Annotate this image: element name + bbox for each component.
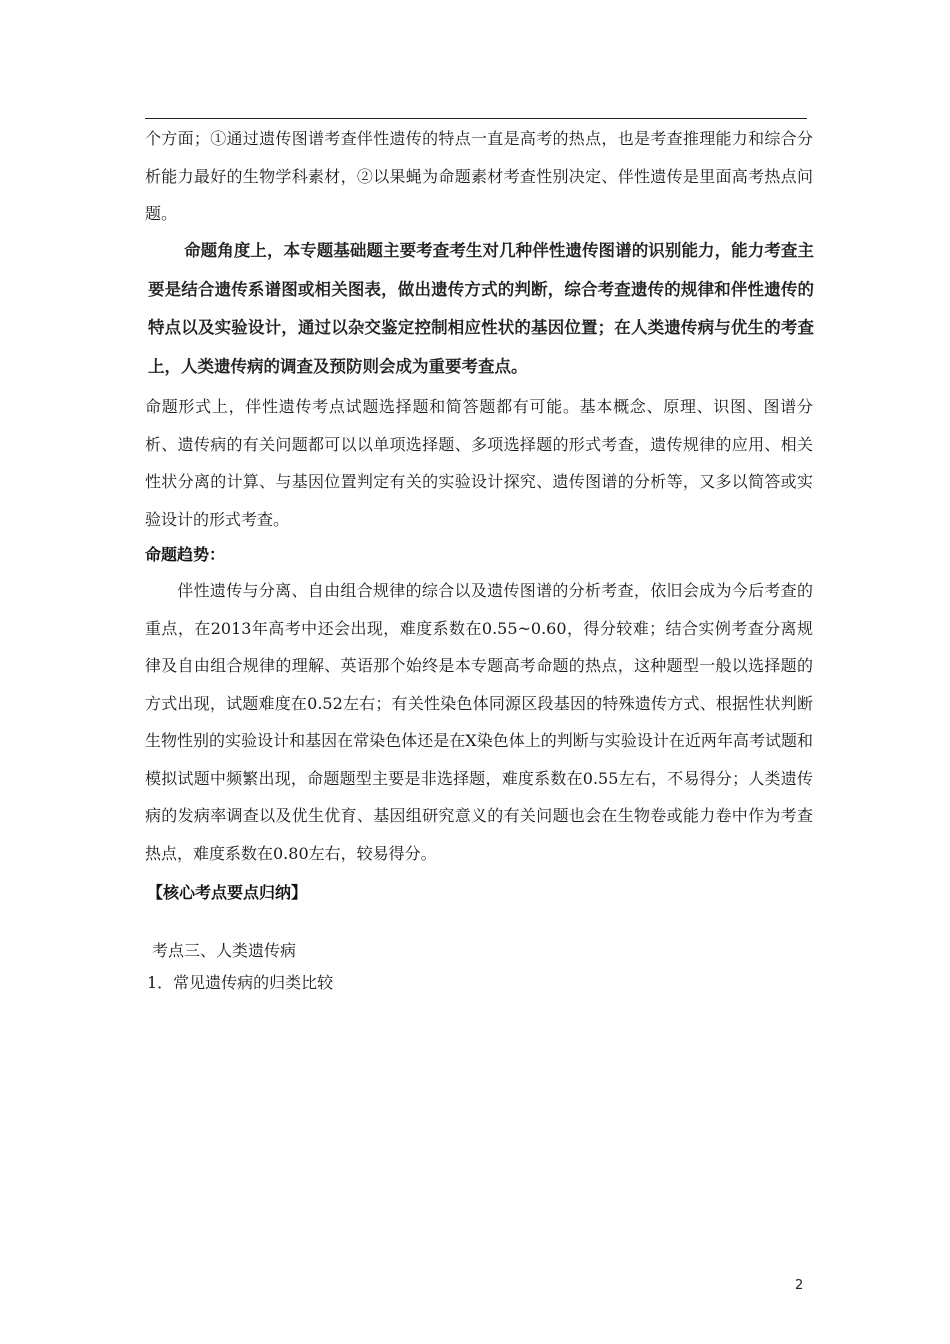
section-title: 考点三、人类遗传病 (152, 941, 297, 960)
header-rule (145, 118, 807, 119)
paragraph-question-angle-text: 命题角度上，本专题基础题主要考查考生对几种伴性遗传图谱的识别能力，能力考查主要是结合遗传系谱图或相关图表，做出遗传方式的判断，综合考查遗传的规律和伴性遗传的特点以及实验设计，通过以杂交鉴定控制相应性状的基因位置；在人类遗传病与优生的考查上，人类遗传病的调查及预防则会成为重要考查点。 (148, 241, 814, 376)
paragraph-trend-body (145, 572, 813, 872)
paragraph-question-form: 命题形式上，伴性遗传考点试题选择题和简答题都有可能。基本概念、原理、识图、图谱分析、遗传病的有关问题都可以以单项选择题、多项选择题的形式考查，遗传规律的应用、相关性状分离的计算、与基因位置判定有关的实验设计探究、遗传图谱的分析等，又多以简答或实验设计的形式考查。 (145, 397, 813, 529)
paragraph-question-angle (148, 232, 814, 386)
subsection-title: 1．常见遗传病的归类比较 (147, 973, 334, 992)
paragraph-exam-aspects: 个方面；①通过遗传图谱考查伴性遗传的特点一直是高考的热点，也是考查推理能力和综合分析能力最好的生物学科素材，②以果蝇为命题素材考查性别决定、伴性遗传是里面高考热点问题。 (145, 129, 813, 223)
heading-core-points: 【核心考点要点归纳】 (147, 883, 308, 902)
heading-question-trend: 命题趋势： (145, 545, 226, 564)
paragraph-trend-body-text: 伴性遗传与分离、自由组合规律的综合以及遗传图谱的分析考查，依旧会成为今后考查的重点，在2013年高考中还会出现，难度系数在0.55~0.60，得分较难；结合实例考查分离规律及自由组合规律的理解、英语那个始终是本专题高考命题的热点，这种题型一般以选择题的方式出现，试题难度在0.52左右；有关性染色体同源区段基因的特殊遗传方式、根据性状判断生物性别的实验设计和基因在常染色体还是在X染色体上的判断与实验设计在近两年高考试题和模拟试题中频繁出现，命题题型主要是非选择题，难度系数在0.55左右，不易得分；人类遗传病的发病率调查以及优生优育、基因组研究意义的有关问题也会在生物卷或能力卷中作为考查热点，难度系数在0.80左右，较易得分。 (145, 581, 813, 863)
page-number: 2 (795, 1278, 804, 1293)
